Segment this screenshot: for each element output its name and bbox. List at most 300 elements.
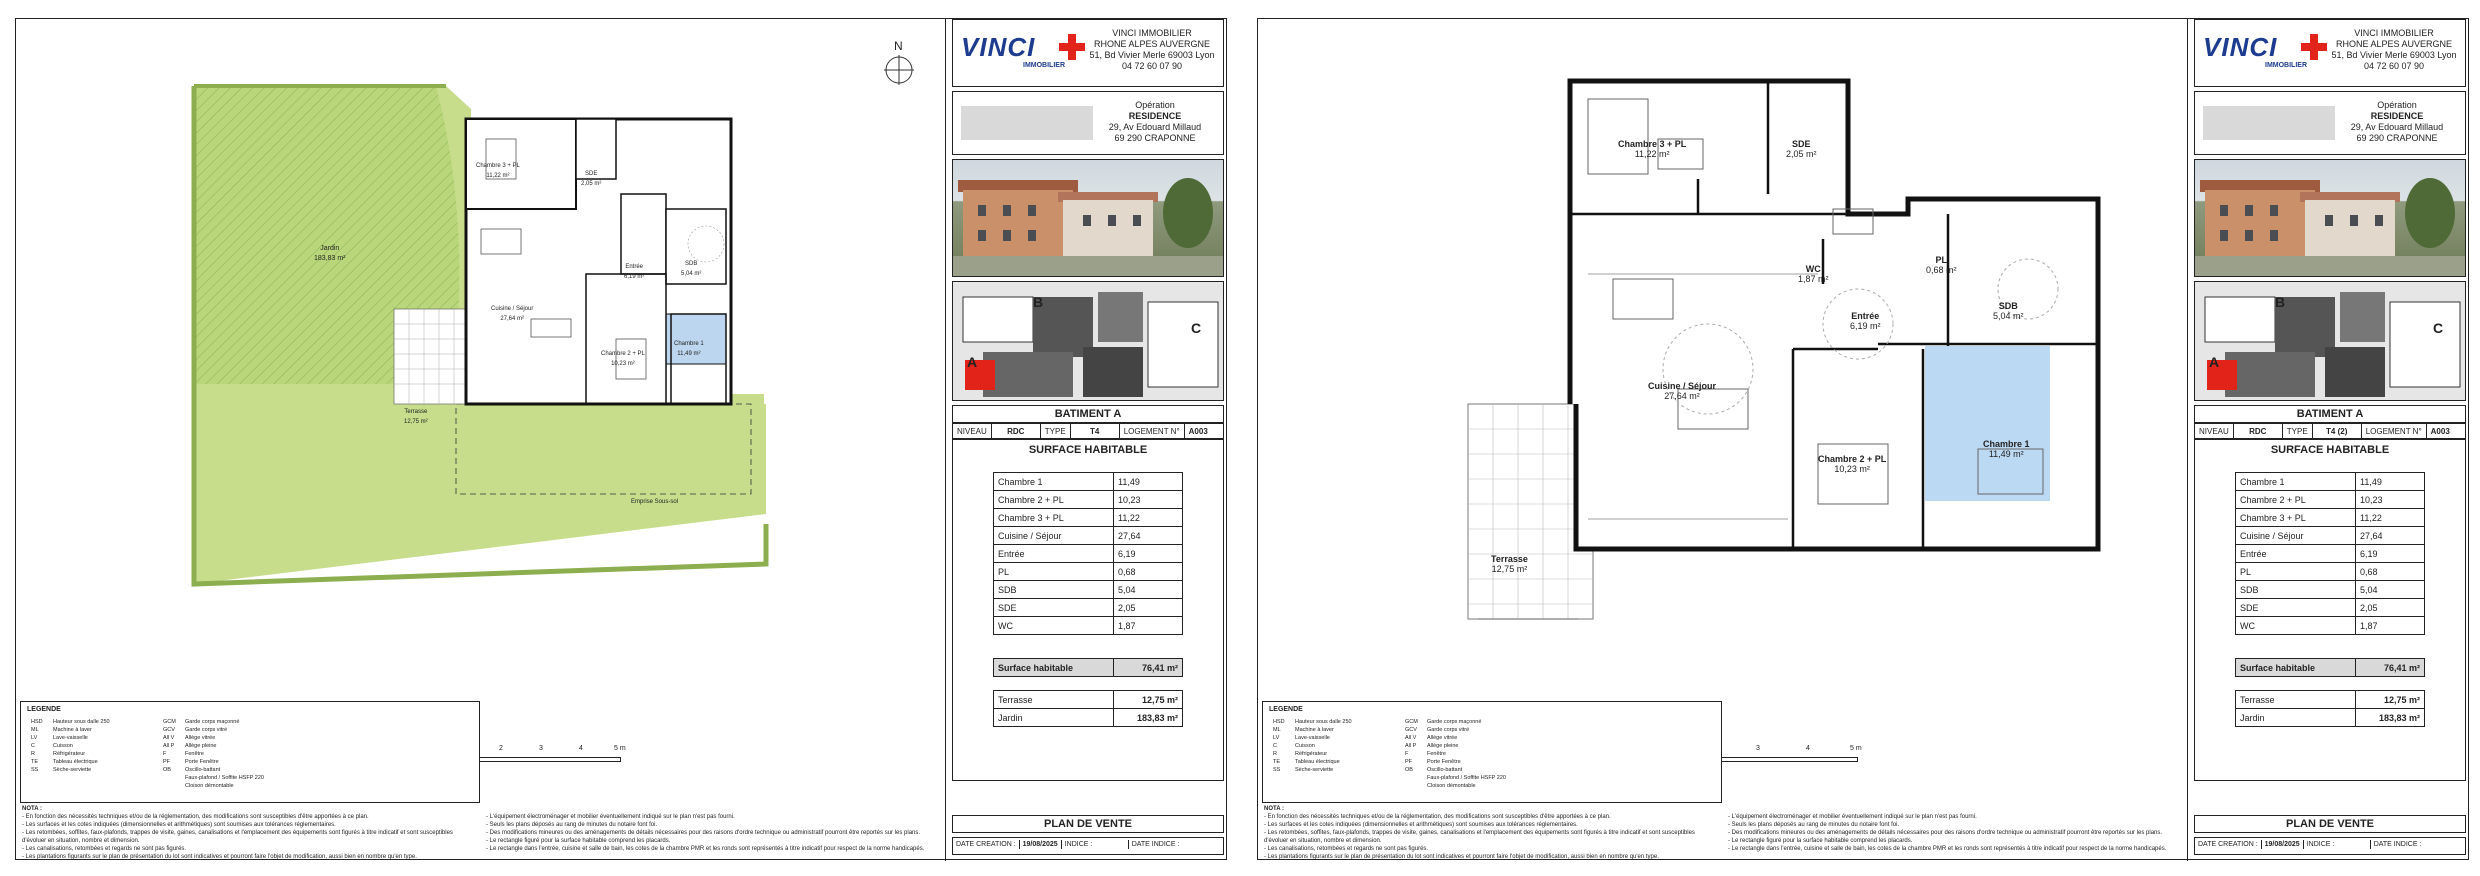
- scale-label-3: 3: [1756, 745, 1760, 752]
- surface-area: 0,68: [1114, 563, 1183, 581]
- legend-grid: [31, 718, 295, 790]
- legend-code: TE: [31, 759, 39, 765]
- operation-logo-placeholder: [961, 106, 1093, 140]
- sheet-left: [15, 18, 1227, 860]
- vinci-logo: VINCI: [2203, 32, 2278, 62]
- legend-code: SS: [1273, 767, 1281, 773]
- plan-vente-box: [952, 815, 1224, 833]
- footer-date-indice-label: DATE INDICE :: [2373, 841, 2422, 848]
- surface-total-label: Surface habitable: [994, 659, 1114, 677]
- surface-room: PL: [994, 563, 1114, 581]
- surface-room: Chambre 1: [994, 473, 1114, 491]
- surface-row: [994, 581, 1183, 599]
- legend-code: OB: [1405, 767, 1413, 773]
- footer-row: [953, 840, 1182, 849]
- type-label: TYPE: [2283, 424, 2313, 438]
- surface-room: SDB: [994, 581, 1114, 599]
- surface-row: [2236, 617, 2425, 635]
- surface-row: [2236, 509, 2425, 527]
- plan-right-sejour-area: 27,64 m²: [1664, 391, 1700, 401]
- surface-total-value: 76,41 m²: [1114, 659, 1183, 677]
- building-photo: [2194, 159, 2466, 277]
- plan-left-terrasse: Terrasse: [404, 409, 428, 415]
- surface-row: [994, 617, 1183, 635]
- surface-row: [994, 527, 1183, 545]
- legend-box-right: [1262, 701, 1722, 803]
- plan-left-sejour: Cuisine / Séjour: [491, 306, 534, 312]
- footer-date-label: DATE CREATION :: [2195, 840, 2262, 849]
- operation-name: RESIDENCE: [2370, 111, 2424, 121]
- legend-desc: Cloison démontable: [1427, 783, 1476, 789]
- surface-table: [993, 472, 1183, 635]
- surface-area: 5,04: [1114, 581, 1183, 599]
- site-map: [2194, 281, 2466, 401]
- legend-desc: Porte Fenêtre: [1427, 759, 1461, 765]
- surface-table-body: [994, 473, 1183, 635]
- plan-right-wc: WC: [1805, 264, 1821, 274]
- operation-text: [1095, 100, 1215, 144]
- annex-table: [993, 690, 1183, 727]
- type-label: TYPE: [1041, 424, 1071, 438]
- operation-address: 29, Av Edouard Millaud: [2350, 122, 2444, 132]
- notes-left-col: [1264, 805, 1714, 861]
- note-line: - L'équipement électroménager et mobilier éventuellement indiqué sur le plan n'est pas fourni.: [1728, 814, 1977, 820]
- footer-row: [2195, 840, 2424, 849]
- legend-desc: Allège pleine: [185, 743, 217, 749]
- note-line: - Le rectangle figuré pour la surface habitable comprend les placards.: [486, 838, 671, 844]
- header-logo-box: [2194, 19, 2466, 87]
- surface-area: 27,64: [1114, 527, 1183, 545]
- header-logo-box: [952, 19, 1224, 87]
- legend-code: R: [1273, 751, 1277, 757]
- plan-left-ch2-area: 10,23 m²: [611, 361, 635, 367]
- scale-label-5: 5 m: [614, 745, 626, 752]
- legend-desc: Sèche-serviette: [1295, 767, 1334, 773]
- info-row-box: [2194, 423, 2466, 439]
- plan-left-ch3-area: 11,22 m²: [486, 173, 510, 179]
- surface-area: 11,22: [1114, 509, 1183, 527]
- operation-text: [2337, 100, 2457, 144]
- niveau-value: RDC: [992, 424, 1041, 438]
- legend-desc: Sèche-serviette: [53, 767, 92, 773]
- company-line: 04 72 60 07 90: [1121, 61, 1183, 71]
- surface-row: [2236, 527, 2425, 545]
- plan-left-sde-area: 2,05 m²: [581, 181, 602, 187]
- surface-room: SDB: [2236, 581, 2356, 599]
- surface-table-body: [2236, 473, 2425, 635]
- note-line: - Seuls les plans déposés au rang de minutes du notaire font foi.: [1728, 822, 1900, 828]
- surface-room: SDE: [994, 599, 1114, 617]
- surface-row: [994, 491, 1183, 509]
- building-photo: [952, 159, 1224, 277]
- surface-row: [994, 545, 1183, 563]
- company-line: RHONE ALPES AUVERGNE: [1093, 39, 1211, 49]
- note-line: - Les retombées, soffites, faux-plafonds, trappes de visite, gaines, canalisations et l'emplacement des équipements sont figurés à titre indicatif et sont susceptibles d'évoluer en situation, nombre et dimension.: [1264, 830, 1695, 844]
- surface-row: [2236, 491, 2425, 509]
- surface-row: [2236, 545, 2425, 563]
- plan-right-ch1-area: 11,49 m²: [1988, 449, 2024, 459]
- surface-total-table: [993, 658, 1183, 677]
- footer-date-label: DATE CREATION :: [953, 840, 1020, 849]
- surface-area: 2,05: [2356, 599, 2425, 617]
- legend-desc: Hauteur sous dalle 250: [1295, 719, 1352, 725]
- annex-value: 183,83 m²: [2356, 709, 2425, 727]
- legend-desc: Hauteur sous dalle 250: [53, 719, 110, 725]
- company-line: 04 72 60 07 90: [2363, 61, 2425, 71]
- legend-code: C: [31, 743, 35, 749]
- annex-label: Jardin: [994, 709, 1114, 727]
- footer-box: [2194, 837, 2466, 855]
- plan-left-sdb-area: 5,04 m²: [681, 271, 702, 277]
- plan-left-ch3: Chambre 3 + PL: [476, 163, 520, 169]
- plan-de-vente-title: PLAN DE VENTE: [2285, 818, 2374, 830]
- legend-desc: Oscillo-battant: [185, 767, 221, 773]
- legend-desc: Garde corps maçonné: [185, 719, 240, 725]
- surface-room: PL: [2236, 563, 2356, 581]
- surface-room: Chambre 2 + PL: [994, 491, 1114, 509]
- surface-room: Chambre 3 + PL: [2236, 509, 2356, 527]
- side-panel-right: [2194, 19, 2466, 861]
- legend-desc: Machine à laver: [1295, 727, 1334, 733]
- legend-grid: [1273, 718, 1537, 790]
- plan-right-sdb-area: 5,04 m²: [1993, 311, 2024, 321]
- legend-code: PF: [1405, 759, 1413, 765]
- legend-desc: Machine à laver: [53, 727, 92, 733]
- note-line: - Les plantations figurants sur le plan de présentation du lot sont indicatives et pourront faire l'objet de modification, aussi bien en nombre qu'en type.: [1264, 854, 1659, 860]
- plan-right-sejour: Cuisine / Séjour: [1648, 381, 1717, 391]
- operation-city: 69 290 CRAPONNE: [2356, 133, 2438, 143]
- surface-title: SURFACE HABITABLE: [1028, 444, 1148, 456]
- plan-right-pl: PL: [1935, 255, 1948, 265]
- company-line: 51, Bd Vivier Merle 69003 Lyon: [2331, 50, 2457, 60]
- site-map: [952, 281, 1224, 401]
- legend-desc: Fenêtre: [185, 751, 204, 757]
- annex-label: Terrasse: [994, 691, 1114, 709]
- surface-area: 27,64: [2356, 527, 2425, 545]
- footer-indice-label: INDICE :: [2304, 840, 2371, 849]
- note-title: NOTA :: [22, 806, 42, 812]
- surface-area: 10,23: [2356, 491, 2425, 509]
- company-line: RHONE ALPES AUVERGNE: [2335, 39, 2453, 49]
- surface-room: Chambre 2 + PL: [2236, 491, 2356, 509]
- batiment-box: [2194, 405, 2466, 423]
- legend-desc: Allège pleine: [1427, 743, 1459, 749]
- niveau-value: RDC: [2234, 424, 2283, 438]
- info-row-box: [952, 423, 1224, 439]
- plan-left-entree-area: 6,19 m²: [624, 274, 645, 280]
- operation-city: 69 290 CRAPONNE: [1114, 133, 1196, 143]
- surface-area: 1,87: [2356, 617, 2425, 635]
- plan-right-entree-area: 6,19 m²: [1850, 321, 1881, 331]
- legend-code: All P: [163, 743, 175, 749]
- plan-right-ch1: Chambre 1: [1983, 439, 2030, 449]
- company-line: VINCI IMMOBILIER: [2354, 28, 2434, 38]
- plan-left-entree: Entrée: [625, 264, 644, 270]
- legend-desc: Lave-vaisselle: [53, 735, 88, 741]
- surface-room: Chambre 1: [2236, 473, 2356, 491]
- map-label-a: A: [967, 354, 978, 370]
- plan-right-pl-area: 0,68 m²: [1926, 265, 1957, 275]
- plan-de-vente-title: PLAN DE VENTE: [1043, 818, 1132, 830]
- note-line: - Les canalisations, retombées et regards ne sont pas figurés.: [1264, 846, 1429, 852]
- annex-value: 183,83 m²: [1114, 709, 1183, 727]
- footer-date: 19/08/2025: [1020, 840, 1062, 849]
- footer-date: 19/08/2025: [2262, 840, 2304, 849]
- plan-right-entree: Entrée: [1851, 311, 1880, 321]
- surface-row: [2236, 563, 2425, 581]
- annex-row: [2236, 709, 2425, 727]
- niveau-label: NIVEAU: [2195, 424, 2234, 438]
- plan-vente-box: [2194, 815, 2466, 833]
- note-line: - En fonction des nécessités techniques et/ou de la réglementation, des modifications sont susceptibles d'être apportées à ce plan.: [22, 814, 369, 820]
- legend-title: LEGENDE: [27, 706, 61, 713]
- legend-code: GCM: [163, 719, 176, 725]
- surface-room: Chambre 3 + PL: [994, 509, 1114, 527]
- notes-right-col: [1728, 813, 2178, 853]
- map-label-c: C: [1191, 320, 1202, 336]
- note-line: - Les plantations figurants sur le plan de présentation du lot sont indicatives et pourront faire l'objet de modification, aussi bien en nombre qu'en type.: [22, 854, 417, 860]
- plan-left-sejour-area: 27,64 m²: [500, 316, 525, 322]
- batiment-title: BATIMENT A: [1054, 408, 1122, 420]
- legend-code: PF: [163, 759, 171, 765]
- note-line: - Des modifications mineures ou des aménagements de détails nécessaires pour des raisons d'ordre technique ou administratif pourront être reportés sur les plans.: [1728, 830, 2163, 836]
- annex-row: [2236, 691, 2425, 709]
- annex-value: 12,75 m²: [2356, 691, 2425, 709]
- map-label-c: C: [2433, 320, 2444, 336]
- note-line: - Les retombées, soffites, faux-plafonds, trappes de visite, gaines, canalisations et l'emplacement des équipements sont figurés à titre indicatif et sont susceptibles d'évoluer en situation, nombre et dimension.: [22, 830, 453, 844]
- sheet-right: [1257, 18, 2469, 860]
- surface-room: Entrée: [2236, 545, 2356, 563]
- plan-area-right: [1258, 19, 2188, 861]
- scale-label-2: 2: [499, 745, 503, 752]
- operation-address: 29, Av Edouard Millaud: [1108, 122, 1202, 132]
- surface-total-label: Surface habitable: [2236, 659, 2356, 677]
- annex-label: Terrasse: [2236, 691, 2356, 709]
- scale-label-3: 3: [539, 745, 543, 752]
- surface-total-row: [994, 659, 1183, 677]
- footer-date-indice-label: DATE INDICE :: [1131, 841, 1180, 848]
- legend-code: LV: [31, 735, 38, 741]
- legend-desc: Garde corps maçonné: [1427, 719, 1482, 725]
- scale-label-4: 4: [579, 745, 583, 752]
- side-panel-left: [952, 19, 1224, 861]
- plan-left-ch1: Chambre 1: [674, 341, 704, 347]
- vinci-logo-sub: IMMOBILIER: [1023, 62, 1065, 69]
- note-line: - Le rectangle dans l'entrée, cuisine et salle de bain, les cotes de la chambre PMR et les ronds sont représentés à titre indicatif pour respect de la norme handicapés.: [1728, 846, 2167, 852]
- surface-total-row: [2236, 659, 2425, 677]
- legend-desc: Tableau électrique: [53, 759, 98, 765]
- note-line: - Le rectangle dans l'entrée, cuisine et salle de bain, les cotes de la chambre PMR et les ronds sont représentés à titre indicatif pour respect de la norme handicapés.: [486, 846, 925, 852]
- legend-code: SS: [31, 767, 39, 773]
- surface-room: Entrée: [994, 545, 1114, 563]
- legend-code: HSD: [1273, 719, 1285, 725]
- legend-desc: Fenêtre: [1427, 751, 1446, 757]
- surface-area: 5,04: [2356, 581, 2425, 599]
- map-label-b: B: [2275, 294, 2286, 310]
- legend-code: HSD: [31, 719, 43, 725]
- operation-logo-placeholder: [2203, 106, 2335, 140]
- footer-indice-label: INDICE :: [1062, 840, 1129, 849]
- legend-code: F: [163, 751, 167, 757]
- company-line: VINCI IMMOBILIER: [1112, 28, 1192, 38]
- legend-desc: Tableau électrique: [1295, 759, 1340, 765]
- surface-area: 6,19: [2356, 545, 2425, 563]
- legend-code: GCV: [1405, 727, 1417, 733]
- surface-room: Cuisine / Séjour: [2236, 527, 2356, 545]
- plan-left-sdb: SDB: [685, 261, 698, 267]
- legend-desc: Lave-vaisselle: [1295, 735, 1330, 741]
- vinci-cross-icon: [2301, 34, 2327, 60]
- plan-left-jardin: Jardin: [320, 245, 340, 252]
- niveau-label: NIVEAU: [953, 424, 992, 438]
- operation-label: Opération: [2377, 100, 2417, 110]
- annex-label: Jardin: [2236, 709, 2356, 727]
- legend-code: C: [1273, 743, 1277, 749]
- logement-value: A003: [1188, 426, 1208, 436]
- plan-left-jardin-area: 183,83 m²: [314, 255, 346, 262]
- info-row: [953, 424, 1223, 438]
- site-map-drawing: [953, 282, 1224, 401]
- vinci-logo: VINCI: [961, 32, 1036, 62]
- legend-code: All V: [1405, 735, 1417, 741]
- plan-right-ch3-area: 11,22 m²: [1634, 149, 1670, 159]
- operation-box: [2194, 91, 2466, 155]
- note-line: - Des modifications mineures ou des aménagements de détails nécessaires pour des raisons d'ordre technique ou administratif pourront être reportés sur les plans.: [486, 830, 921, 836]
- note-line: - Les surfaces et les cotes indiquées (dimensionnelles et arithmétiques) sont soumises aux tolérances réglementaires.: [1264, 822, 1578, 828]
- legend-code: All V: [163, 735, 175, 741]
- legend-desc: Allège vitrée: [185, 735, 216, 741]
- plan-right-sde-area: 2,05 m²: [1786, 149, 1817, 159]
- legend-desc: Réfrigérateur: [53, 751, 86, 757]
- vinci-logo-sub: IMMOBILIER: [2265, 62, 2307, 69]
- note-line: - Les canalisations, retombées et regards ne sont pas figurés.: [22, 846, 187, 852]
- annex-row: [994, 691, 1183, 709]
- notes-right-col: [486, 813, 936, 853]
- legend-desc: Faux-plafond / Soffite HSFP 220: [1427, 775, 1506, 781]
- annex-row: [994, 709, 1183, 727]
- surface-area: 11,49: [1114, 473, 1183, 491]
- surface-row: [2236, 599, 2425, 617]
- note-title: NOTA :: [1264, 806, 1284, 812]
- surface-row: [2236, 473, 2425, 491]
- legend-desc: Réfrigérateur: [1295, 751, 1328, 757]
- plan-right-wc-area: 1,87 m²: [1798, 274, 1829, 284]
- surface-box: [2194, 439, 2466, 781]
- legend-code: GCV: [163, 727, 175, 733]
- legend-code: All P: [1405, 743, 1417, 749]
- legend-code: TE: [1273, 759, 1281, 765]
- surface-row: [2236, 581, 2425, 599]
- legend-desc: Cuisson: [53, 743, 73, 749]
- logement-label: LOGEMENT N°: [2362, 424, 2427, 438]
- legend-code: ML: [31, 727, 39, 733]
- legend-desc: Cuisson: [1295, 743, 1315, 749]
- operation-name: RESIDENCE: [1128, 111, 1182, 121]
- surface-title: SURFACE HABITABLE: [2270, 444, 2390, 456]
- surface-table: [2235, 472, 2425, 635]
- plan-right-ch2: Chambre 2 + PL: [1818, 454, 1887, 464]
- note-line: - Le rectangle figuré pour la surface habitable comprend les placards.: [1728, 838, 1913, 844]
- plan-left-terrasse-area: 12,75 m²: [404, 419, 428, 425]
- legend-desc: Oscillo-battant: [1427, 767, 1463, 773]
- company-address: [1087, 28, 1217, 72]
- vinci-cross-icon: [1059, 34, 1085, 60]
- legend-code: LV: [1273, 735, 1280, 741]
- legend-code: F: [1405, 751, 1409, 757]
- footer-box: [952, 837, 1224, 855]
- notes-left-col: [22, 805, 472, 861]
- north-label: N: [894, 39, 903, 53]
- surface-area: 0,68: [2356, 563, 2425, 581]
- logement-label: LOGEMENT N°: [1120, 424, 1185, 438]
- type-value: T4 (2): [2313, 424, 2362, 438]
- annex-table: [2235, 690, 2425, 727]
- legend-desc: Cloison démontable: [185, 783, 234, 789]
- surface-room: WC: [994, 617, 1114, 635]
- plan-left-ch1-area: 11,49 m²: [677, 351, 701, 357]
- scale-label-4: 4: [1806, 745, 1810, 752]
- legend-code: ML: [1273, 727, 1281, 733]
- plan-right-terrasse: Terrasse: [1491, 554, 1528, 564]
- legend-box-left: [20, 701, 480, 803]
- surface-row: [994, 473, 1183, 491]
- company-address: [2329, 28, 2459, 72]
- surface-room: WC: [2236, 617, 2356, 635]
- note-line: - Les surfaces et les cotes indiquées (dimensionnelles et arithmétiques) sont soumises aux tolérances réglementaires.: [22, 822, 336, 828]
- surface-area: 6,19: [1114, 545, 1183, 563]
- plan-right-sdb: SDB: [1998, 301, 2018, 311]
- surface-area: 11,49: [2356, 473, 2425, 491]
- surface-area: 1,87: [1114, 617, 1183, 635]
- plan-area-left: [16, 19, 946, 861]
- operation-box: [952, 91, 1224, 155]
- surface-row: [994, 509, 1183, 527]
- plan-right-ch3: Chambre 3 + PL: [1618, 139, 1687, 149]
- map-label-a: A: [2209, 354, 2220, 370]
- legend-code: GCM: [1405, 719, 1418, 725]
- map-label-b: B: [1033, 294, 1044, 310]
- site-map-drawing: [2195, 282, 2466, 401]
- legend-desc: Garde corps vitré: [185, 727, 228, 733]
- annex-value: 12,75 m²: [1114, 691, 1183, 709]
- batiment-box: [952, 405, 1224, 423]
- legend-title: LEGENDE: [1269, 706, 1303, 713]
- surface-area: 11,22: [2356, 509, 2425, 527]
- plan-left-sde: SDE: [585, 171, 598, 177]
- plan-right-terrasse-area: 12,75 m²: [1491, 564, 1528, 574]
- type-value: T4: [1071, 424, 1120, 438]
- surface-row: [994, 599, 1183, 617]
- surface-area: 2,05: [1114, 599, 1183, 617]
- operation-label: Opération: [1135, 100, 1175, 110]
- note-line: - Seuls les plans déposés au rang de minutes du notaire font foi.: [486, 822, 658, 828]
- plan-left-emprise: Emprise Sous-sol: [631, 499, 679, 505]
- surface-box: [952, 439, 1224, 781]
- legend-code: R: [31, 751, 35, 757]
- plan-right-ch2-area: 10,23 m²: [1834, 464, 1870, 474]
- legend-desc: Porte Fenêtre: [185, 759, 219, 765]
- surface-area: 10,23: [1114, 491, 1183, 509]
- scale-label-5: 5 m: [1850, 745, 1862, 752]
- surface-row: [994, 563, 1183, 581]
- legend-desc: Faux-plafond / Soffite HSFP 220: [185, 775, 264, 781]
- plan-right-sde: SDE: [1792, 139, 1811, 149]
- legend-desc: Garde corps vitré: [1427, 727, 1470, 733]
- surface-total-value: 76,41 m²: [2356, 659, 2425, 677]
- batiment-title: BATIMENT A: [2296, 408, 2364, 420]
- logement-value: A003: [2430, 426, 2450, 436]
- legend-code: OB: [163, 767, 171, 773]
